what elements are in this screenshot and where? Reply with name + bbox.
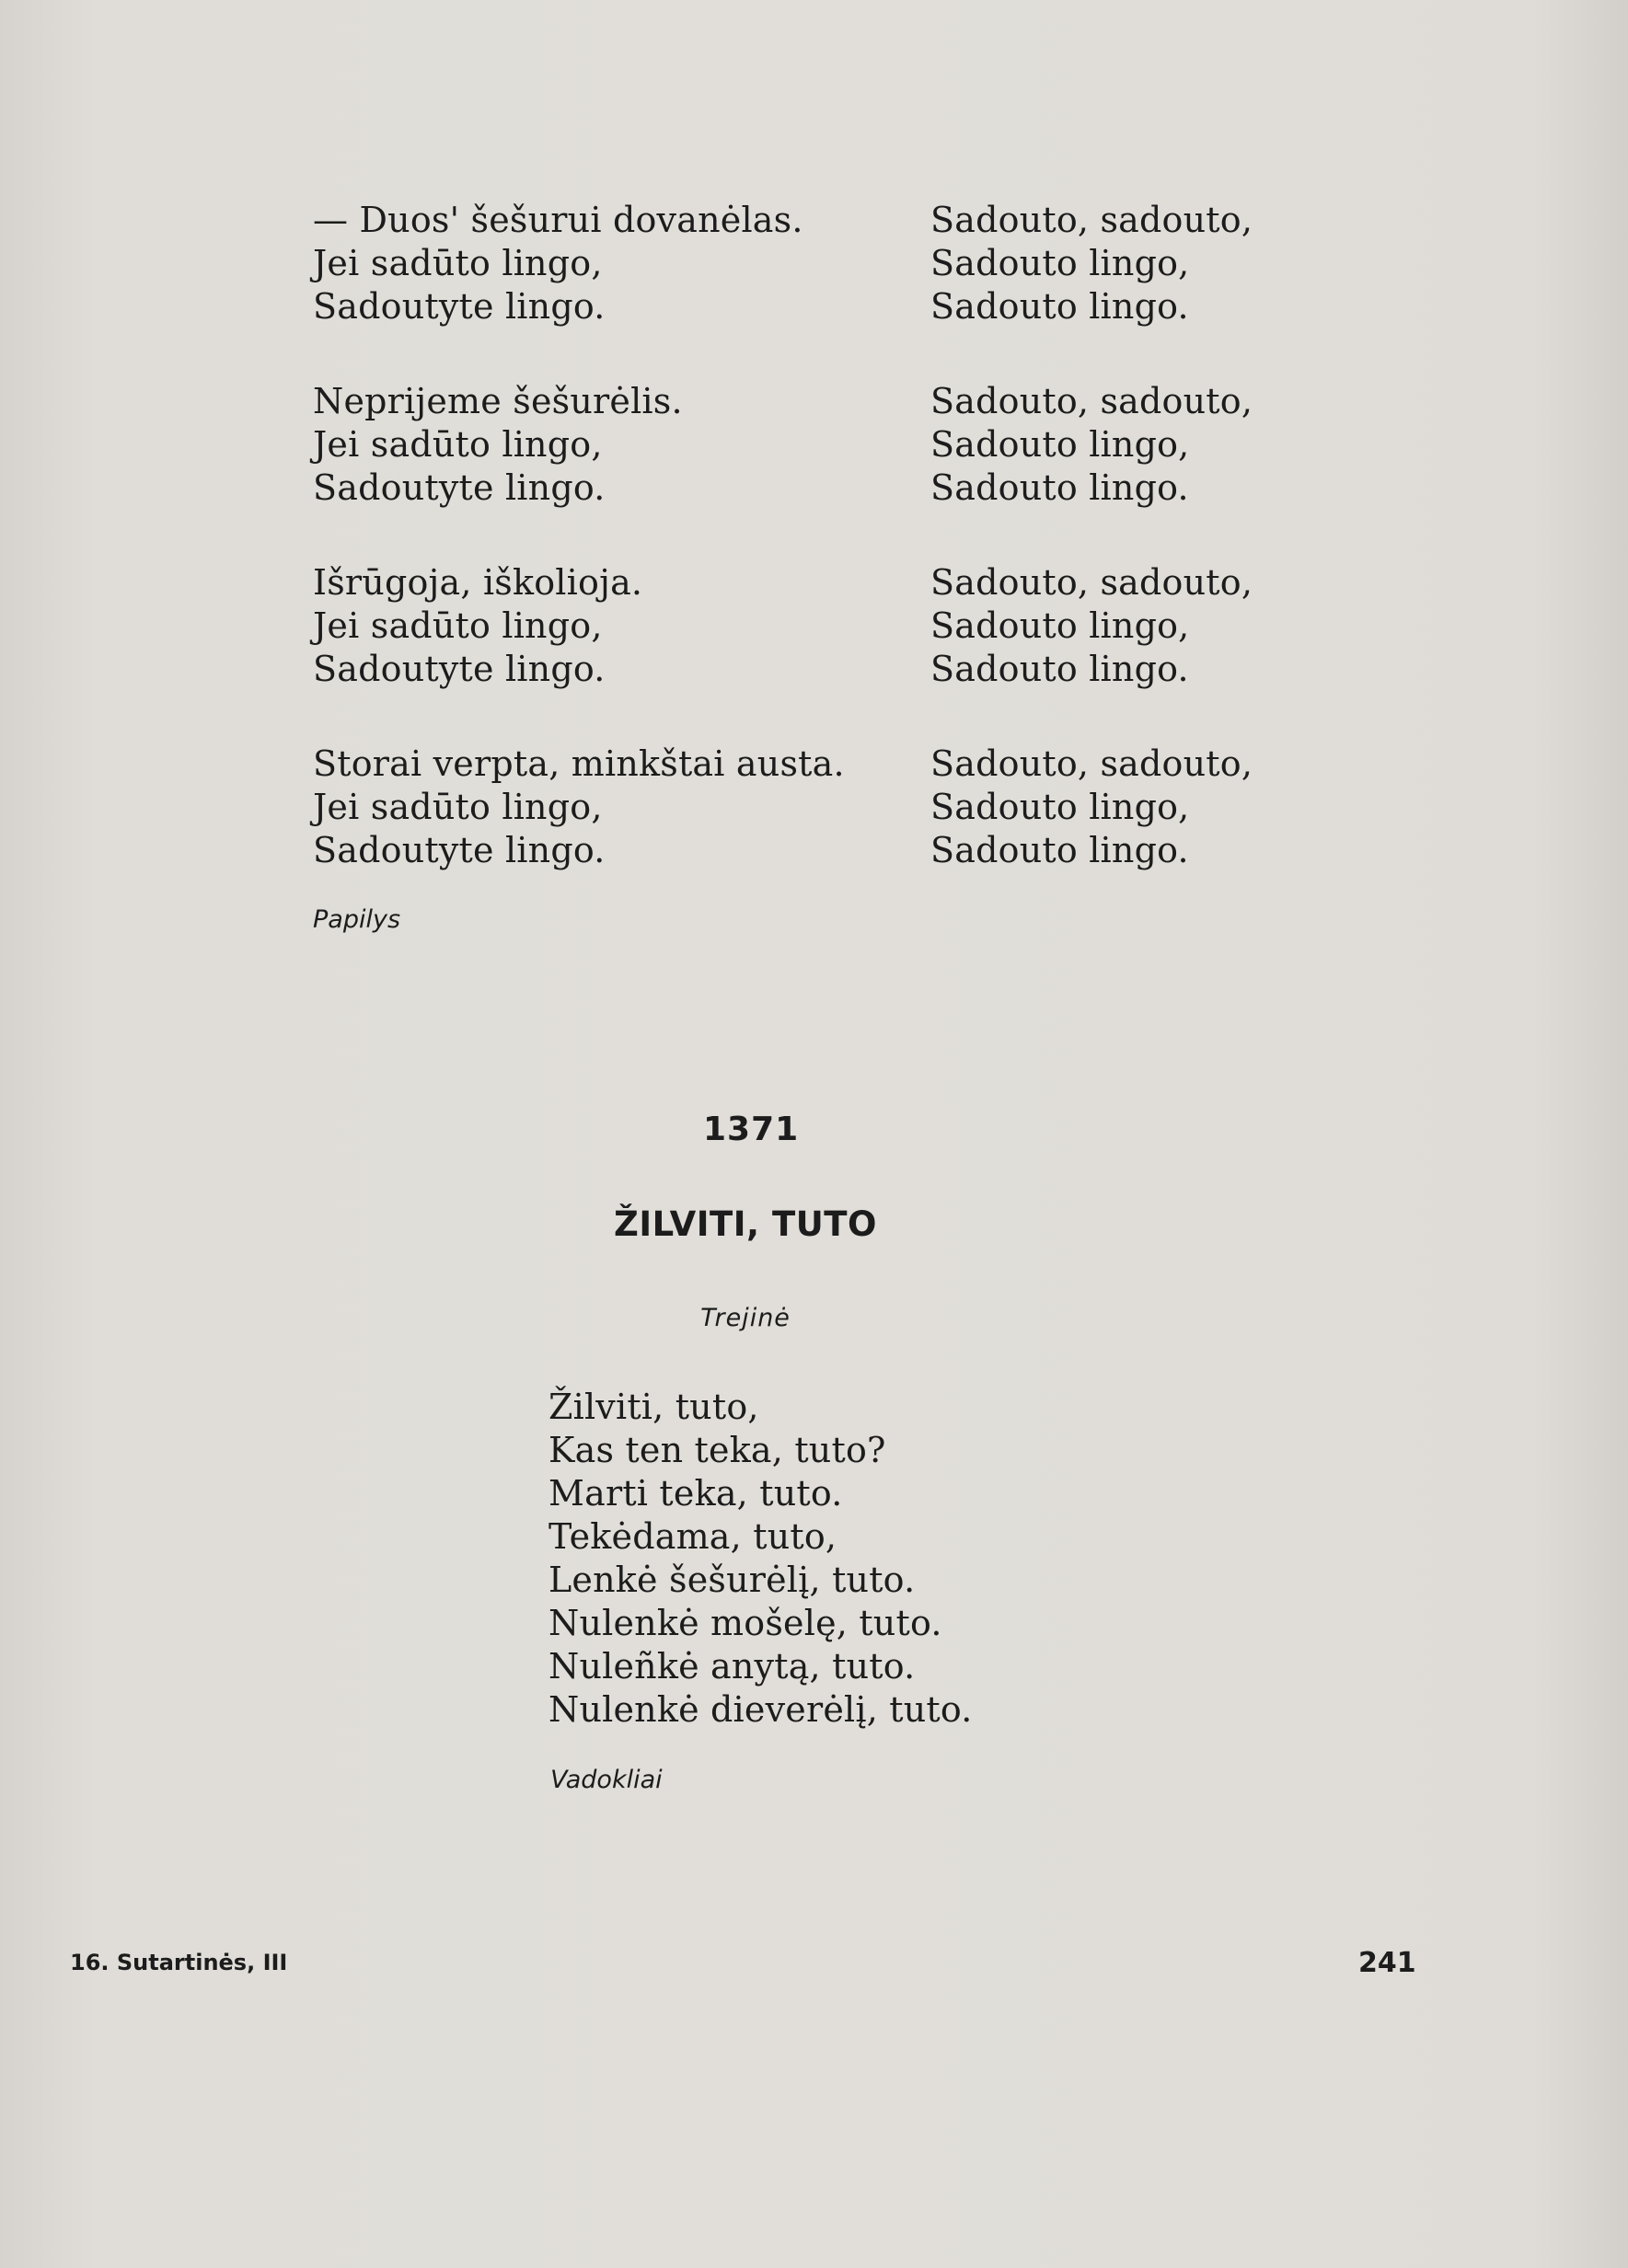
verse-line: Jei sadūto lingo, [313,787,603,827]
page-number: 241 [1358,1947,1416,1979]
verse-line: Jei sadūto lingo, [313,605,603,646]
refrain-line: Sadouto lingo, [930,424,1190,465]
refrain-line: Sadouto lingo, [930,787,1190,827]
lyric-line: Marti teka, tuto. [548,1473,843,1514]
left-stanza [313,199,845,328]
verse-line: Jei sadūto lingo, [313,243,603,283]
refrain-line: Sadouto, sadouto, [930,200,1253,240]
lyric-line: Lenkė šešurėlį, tuto. [548,1560,916,1600]
refrain-line: Sadouto lingo, [930,243,1190,283]
verse-line: Sadoutyte lingo. [313,649,606,689]
verse-line: Sadoutyte lingo. [313,467,606,508]
refrain-line: Sadouto lingo. [930,467,1189,508]
right-stanza [930,743,1253,872]
left-stanza [313,561,845,691]
lyric-line: Kas ten teka, tuto? [548,1430,886,1470]
lyric-line: Žilviti, tuto, [548,1387,759,1427]
refrain-line: Sadouto, sadouto, [930,743,1253,784]
place-of-recording: Vadokliai [550,1766,663,1794]
verse-line: Neprijeme šešurėlis. [313,381,683,421]
verse-line: Sadoutyte lingo. [313,286,606,327]
verse-line: — Duos' šešurui dovanėlas. [313,200,803,240]
place-of-recording: Papilys [313,905,401,934]
right-stanza [930,380,1253,510]
left-verse-column [313,199,845,924]
verse-line: Storai verpta, minkštai austa. [313,743,845,784]
refrain-line: Sadouto, sadouto, [930,562,1253,603]
signature-mark: 16. Sutartinės, III [70,1950,288,1975]
song-number: 1371 [703,1111,800,1148]
refrain-line: Sadouto, sadouto, [930,381,1253,421]
lyric-line: Tekėdama, tuto, [548,1516,837,1557]
verse-line: Sadoutyte lingo. [313,830,606,870]
song-title: ŽILVITI, TUTO [614,1204,877,1244]
song-subtitle: Trejinė [700,1304,791,1332]
verse-line: Jei sadūto lingo, [313,424,603,465]
lyric-line: Nulenkė dieverėlį, tuto. [548,1689,973,1730]
verse-line: Išrūgoja, iškolioja. [313,562,643,603]
left-stanza [313,380,845,510]
right-refrain-column [930,199,1253,924]
refrain-line: Sadouto lingo, [930,605,1190,646]
right-stanza [930,561,1253,691]
song-lyrics [548,1386,973,1732]
lyric-line: Nuleñkė anytą, tuto. [548,1646,916,1687]
refrain-line: Sadouto lingo. [930,286,1189,327]
left-stanza [313,743,845,872]
refrain-line: Sadouto lingo. [930,649,1189,689]
refrain-line: Sadouto lingo. [930,830,1189,870]
right-stanza [930,199,1253,328]
lyric-line: Nulenkė mošelę, tuto. [548,1603,942,1643]
